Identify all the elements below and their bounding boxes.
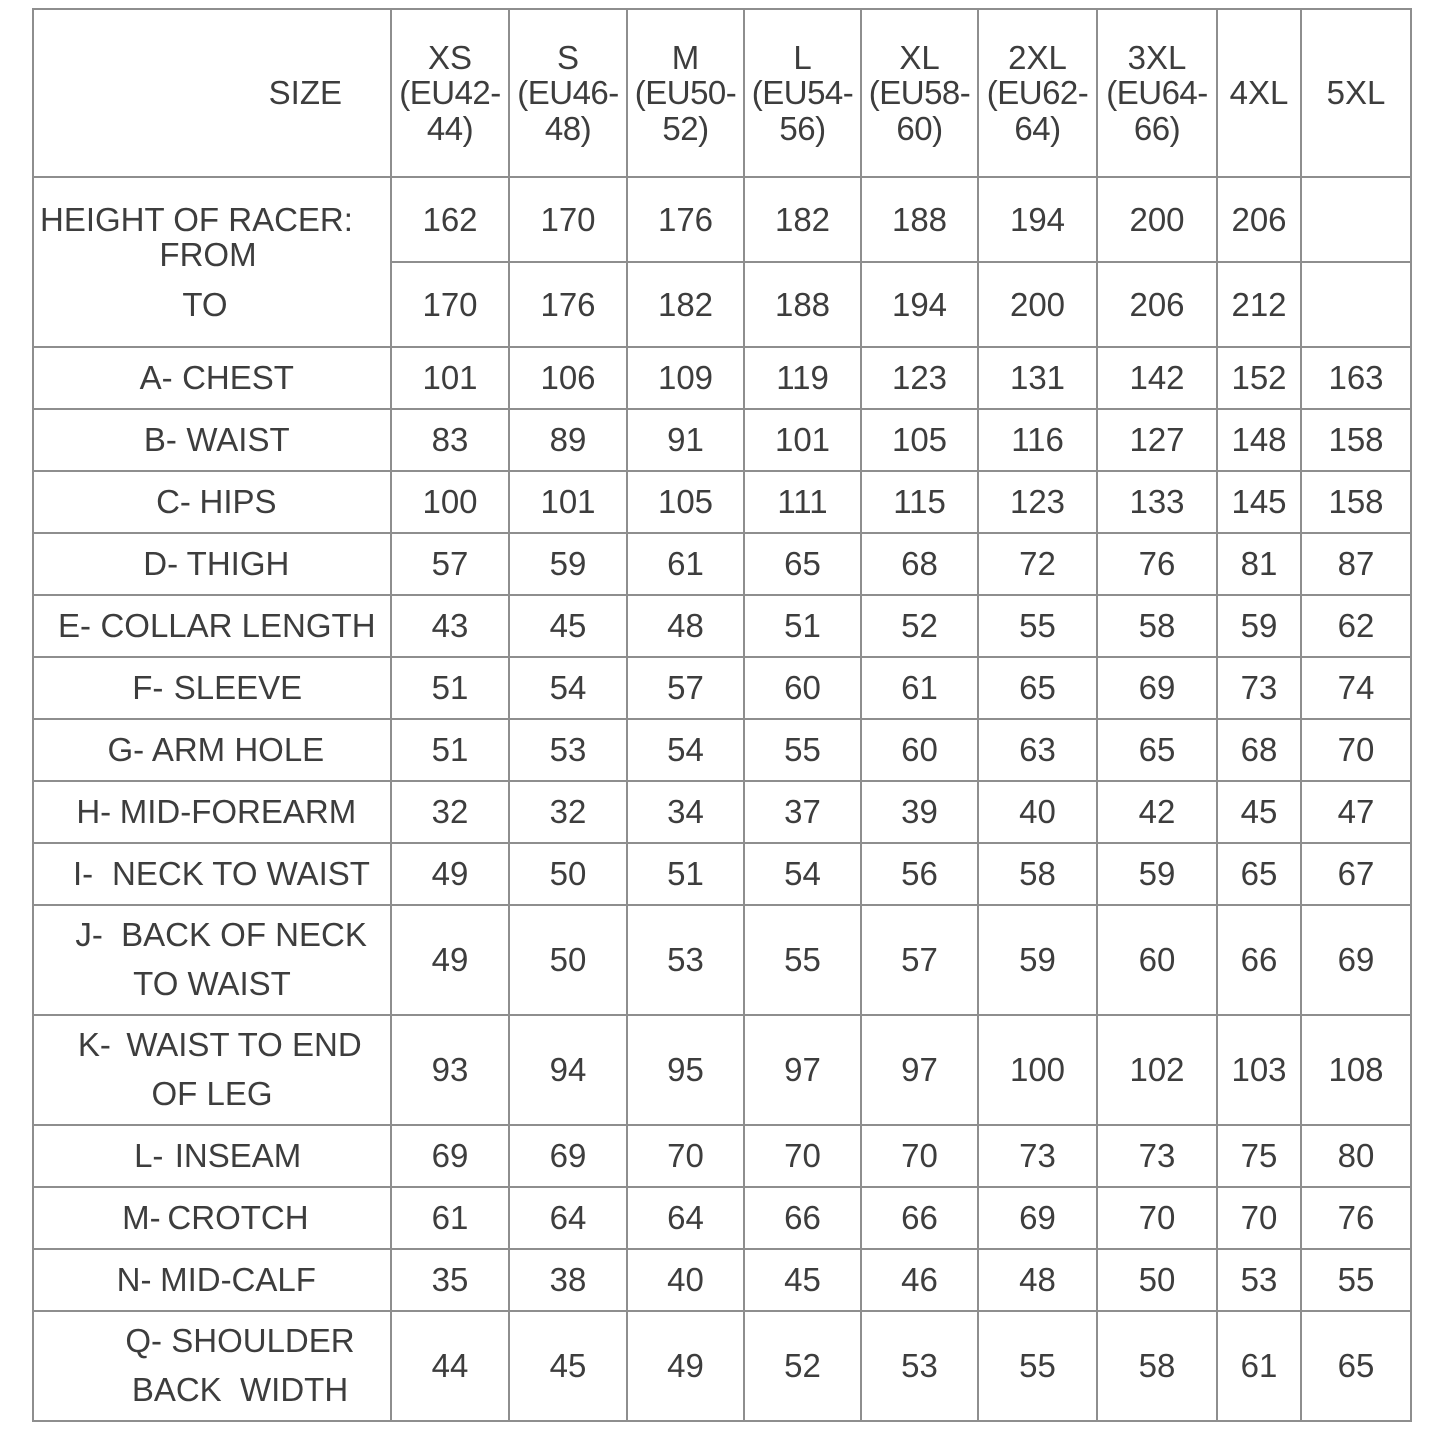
measurement-value: 73 — [978, 1125, 1097, 1187]
measurement-value: 46 — [861, 1249, 978, 1311]
size-name: 2XL — [1008, 38, 1067, 76]
measurement-value: 68 — [861, 533, 978, 595]
measurement-value: 55 — [1301, 1249, 1411, 1311]
size-column-header — [509, 9, 627, 177]
measurement-value: 119 — [744, 347, 861, 409]
measurement-code: F- — [132, 669, 164, 707]
size-eu-range-end: 52) — [662, 109, 709, 147]
size-name: M — [671, 38, 700, 76]
size-eu-range-start: (EU64- — [1106, 74, 1208, 112]
measurement-label-cell — [33, 533, 391, 595]
measurement-code: D- — [143, 545, 179, 583]
measurement-row — [33, 657, 1411, 719]
measurement-row — [33, 843, 1411, 905]
measurement-value: 101 — [744, 409, 861, 471]
measurement-value: 47 — [1301, 781, 1411, 843]
measurement-label-cell — [33, 409, 391, 471]
measurement-value: 53 — [627, 905, 744, 1015]
measurement-value: 45 — [744, 1249, 861, 1311]
measurement-value: 49 — [391, 905, 509, 1015]
measurement-value: 100 — [391, 471, 509, 533]
measurement-value: 70 — [1097, 1187, 1217, 1249]
measurement-value: 80 — [1301, 1125, 1411, 1187]
measurement-code: C- — [156, 483, 191, 521]
measurement-value: 56 — [861, 843, 978, 905]
measurement-label-cell — [33, 471, 391, 533]
measurement-name: CROTCH — [167, 1199, 309, 1237]
size-column-header — [861, 9, 978, 177]
measurement-name-line1: WAIST TO END — [126, 1026, 362, 1064]
measurement-value: 55 — [744, 719, 861, 781]
size-chart-body — [33, 9, 1411, 1421]
measurement-value: 81 — [1217, 533, 1301, 595]
measurement-value: 65 — [744, 533, 861, 595]
measurement-value: 97 — [744, 1015, 861, 1125]
measurement-value: 34 — [627, 781, 744, 843]
measurement-row — [33, 347, 1411, 409]
height-to-value — [1301, 262, 1411, 347]
height-to-value: 206 — [1097, 262, 1217, 347]
measurement-name-line1: BACK OF NECK — [121, 916, 367, 954]
measurement-value: 67 — [1301, 843, 1411, 905]
measurement-value: 53 — [1217, 1249, 1301, 1311]
measurement-value: 50 — [509, 843, 627, 905]
size-name: S — [556, 38, 579, 76]
header-row — [33, 9, 1411, 177]
measurement-value: 66 — [1217, 905, 1301, 1015]
measurement-label-cell — [33, 1249, 391, 1311]
measurement-value: 69 — [391, 1125, 509, 1187]
measurement-value: 97 — [861, 1015, 978, 1125]
measurement-code: L- — [134, 1137, 164, 1175]
measurement-value: 163 — [1301, 347, 1411, 409]
measurement-code: E- — [57, 607, 91, 645]
height-from-value: 188 — [861, 177, 978, 262]
height-to-value: 176 — [509, 262, 627, 347]
measurement-code: Q- — [125, 1322, 163, 1360]
measurement-value: 73 — [1097, 1125, 1217, 1187]
measurement-value: 70 — [744, 1125, 861, 1187]
measurement-value: 123 — [861, 347, 978, 409]
measurement-value: 69 — [509, 1125, 627, 1187]
measurement-value: 57 — [861, 905, 978, 1015]
measurement-value: 49 — [627, 1311, 744, 1421]
height-to-label: TO — [182, 285, 228, 323]
size-eu-range-end: 48) — [544, 109, 592, 147]
measurement-value: 75 — [1217, 1125, 1301, 1187]
measurement-value: 57 — [391, 533, 509, 595]
size-column-header — [391, 9, 509, 177]
height-to-value: 188 — [744, 262, 861, 347]
measurement-value: 52 — [861, 595, 978, 657]
measurement-value: 101 — [509, 471, 627, 533]
measurement-label-cell — [33, 1311, 391, 1421]
size-eu-range-end: 44) — [426, 109, 474, 147]
measurement-value: 73 — [1217, 657, 1301, 719]
height-to-value: 194 — [861, 262, 978, 347]
size-eu-range-end: 60) — [896, 109, 943, 147]
measurement-value: 91 — [627, 409, 744, 471]
measurement-label-cell — [33, 843, 391, 905]
measurement-value: 60 — [1097, 905, 1217, 1015]
size-name: XS — [427, 38, 473, 76]
measurement-name: WAIST — [186, 421, 290, 459]
measurement-row — [33, 781, 1411, 843]
measurement-value: 57 — [627, 657, 744, 719]
height-from-value — [1301, 177, 1411, 262]
measurement-value: 48 — [978, 1249, 1097, 1311]
measurement-code: G- — [107, 731, 145, 769]
measurement-value: 145 — [1217, 471, 1301, 533]
measurement-value: 61 — [1217, 1311, 1301, 1421]
measurement-value: 64 — [509, 1187, 627, 1249]
measurement-name: INSEAM — [174, 1137, 302, 1175]
measurement-value: 53 — [509, 719, 627, 781]
height-from-label: FROM — [159, 236, 257, 274]
size-column-header — [978, 9, 1097, 177]
size-column-header — [744, 9, 861, 177]
measurement-value: 55 — [978, 1311, 1097, 1421]
measurement-name: MID-CALF — [160, 1261, 316, 1299]
measurement-row — [33, 409, 1411, 471]
measurement-value: 58 — [1097, 1311, 1217, 1421]
measurement-value: 108 — [1301, 1015, 1411, 1125]
measurement-value: 59 — [1097, 843, 1217, 905]
height-to-value: 170 — [391, 262, 509, 347]
measurement-row — [33, 1249, 1411, 1311]
measurement-label-cell — [33, 657, 391, 719]
height-from-value: 194 — [978, 177, 1097, 262]
measurement-value: 70 — [861, 1125, 978, 1187]
measurement-value: 69 — [978, 1187, 1097, 1249]
measurement-value: 45 — [509, 1311, 627, 1421]
measurement-value: 45 — [1217, 781, 1301, 843]
measurement-row — [33, 595, 1411, 657]
height-from-value: 206 — [1217, 177, 1301, 262]
measurement-code: B- — [143, 421, 177, 459]
measurement-label-cell — [33, 1015, 391, 1125]
size-name: 3XL — [1127, 38, 1187, 76]
measurement-value: 106 — [509, 347, 627, 409]
size-column-header — [1217, 9, 1301, 177]
measurement-value: 66 — [861, 1187, 978, 1249]
measurement-value: 70 — [627, 1125, 744, 1187]
measurement-value: 61 — [627, 533, 744, 595]
size-chart-container — [32, 8, 1412, 1422]
measurement-value: 101 — [391, 347, 509, 409]
measurement-value: 38 — [509, 1249, 627, 1311]
measurement-name: THIGH — [186, 545, 290, 583]
measurement-value: 43 — [391, 595, 509, 657]
measurement-row — [33, 1015, 1411, 1125]
measurement-value: 58 — [978, 843, 1097, 905]
measurement-value: 39 — [861, 781, 978, 843]
measurement-row — [33, 471, 1411, 533]
size-chart-table — [32, 8, 1412, 1422]
measurement-value: 87 — [1301, 533, 1411, 595]
measurement-name: MID-FOREARM — [119, 793, 357, 831]
size-column-header — [1301, 9, 1411, 177]
measurement-row — [33, 1125, 1411, 1187]
height-to-value: 182 — [627, 262, 744, 347]
height-label-cell — [33, 177, 391, 347]
measurement-value: 95 — [627, 1015, 744, 1125]
measurement-value: 109 — [627, 347, 744, 409]
measurement-value: 62 — [1301, 595, 1411, 657]
measurement-value: 65 — [1217, 843, 1301, 905]
measurement-name: HIPS — [199, 483, 277, 521]
measurement-value: 74 — [1301, 657, 1411, 719]
size-eu-range-start: (EU58- — [868, 74, 971, 112]
measurement-value: 158 — [1301, 471, 1411, 533]
size-eu-range-start: (EU50- — [634, 74, 737, 112]
measurement-value: 111 — [744, 471, 861, 533]
measurement-value: 40 — [978, 781, 1097, 843]
measurement-name: ARM HOLE — [151, 731, 325, 769]
measurement-value: 68 — [1217, 719, 1301, 781]
measurement-value: 105 — [627, 471, 744, 533]
measurement-row — [33, 905, 1411, 1015]
measurement-value: 32 — [509, 781, 627, 843]
measurement-value: 94 — [509, 1015, 627, 1125]
height-to-value: 212 — [1217, 262, 1301, 347]
measurement-code: I- — [72, 855, 94, 893]
measurement-value: 65 — [1301, 1311, 1411, 1421]
measurement-name: COLLAR LENGTH — [100, 607, 376, 645]
measurement-value: 61 — [861, 657, 978, 719]
measurement-value: 65 — [978, 657, 1097, 719]
measurement-name: CHEST — [182, 359, 294, 397]
size-header-label: SIZE — [268, 74, 342, 112]
size-column-header — [627, 9, 744, 177]
measurement-code-and-line1 — [34, 1021, 390, 1070]
height-from-row — [33, 177, 1411, 262]
measurement-value: 148 — [1217, 409, 1301, 471]
measurement-row — [33, 1311, 1411, 1421]
measurement-value: 115 — [861, 471, 978, 533]
size-eu-range-end: 56) — [779, 109, 826, 147]
measurement-value: 89 — [509, 409, 627, 471]
height-label: HEIGHT OF RACER: — [40, 200, 353, 238]
measurement-value: 76 — [1301, 1187, 1411, 1249]
measurement-value: 45 — [509, 595, 627, 657]
measurement-code: A- — [139, 359, 173, 397]
measurement-value: 123 — [978, 471, 1097, 533]
size-name: XL — [899, 38, 940, 76]
measurement-value: 93 — [391, 1015, 509, 1125]
size-name: 5XL — [1326, 74, 1386, 112]
measurement-value: 55 — [744, 905, 861, 1015]
height-from-value: 182 — [744, 177, 861, 262]
measurement-value: 105 — [861, 409, 978, 471]
measurement-label-cell — [33, 1187, 391, 1249]
measurement-value: 59 — [509, 533, 627, 595]
measurement-value: 55 — [978, 595, 1097, 657]
size-eu-range-start: (EU62- — [986, 74, 1089, 112]
measurement-value: 50 — [1097, 1249, 1217, 1311]
size-header-cell — [33, 9, 391, 177]
measurement-value: 158 — [1301, 409, 1411, 471]
measurement-code-and-line1 — [90, 1317, 390, 1366]
measurement-name-line2: OF LEG — [151, 1075, 273, 1112]
measurement-value: 54 — [627, 719, 744, 781]
measurement-row — [33, 533, 1411, 595]
height-from-value: 162 — [391, 177, 509, 262]
measurement-value: 54 — [509, 657, 627, 719]
measurement-label-cell — [33, 1125, 391, 1187]
height-from-value: 170 — [509, 177, 627, 262]
measurement-row — [33, 719, 1411, 781]
measurement-label-cell — [33, 595, 391, 657]
measurement-value: 69 — [1301, 905, 1411, 1015]
measurement-value: 65 — [1097, 719, 1217, 781]
measurement-value: 63 — [978, 719, 1097, 781]
measurement-value: 37 — [744, 781, 861, 843]
measurement-value: 70 — [1301, 719, 1411, 781]
measurement-label-cell — [33, 347, 391, 409]
measurement-value: 51 — [627, 843, 744, 905]
measurement-value: 42 — [1097, 781, 1217, 843]
measurement-value: 100 — [978, 1015, 1097, 1125]
measurement-value: 61 — [391, 1187, 509, 1249]
measurement-value: 58 — [1097, 595, 1217, 657]
measurement-value: 83 — [391, 409, 509, 471]
size-eu-range-start: (EU46- — [517, 74, 619, 112]
measurement-value: 60 — [861, 719, 978, 781]
measurement-name-line2: BACK WIDTH — [131, 1371, 349, 1408]
measurement-label-cell — [33, 905, 391, 1015]
measurement-code: N- — [116, 1261, 152, 1299]
measurement-code: M- — [122, 1199, 161, 1237]
measurement-value: 51 — [744, 595, 861, 657]
measurement-value: 70 — [1217, 1187, 1301, 1249]
measurement-value: 40 — [627, 1249, 744, 1311]
measurement-code: H- — [76, 793, 112, 831]
measurement-name: NECK TO WAIST — [112, 855, 370, 893]
measurement-value: 69 — [1097, 657, 1217, 719]
measurement-value: 52 — [744, 1311, 861, 1421]
measurement-code: J- — [75, 916, 103, 954]
measurement-value: 60 — [744, 657, 861, 719]
measurement-value: 142 — [1097, 347, 1217, 409]
measurement-value: 49 — [391, 843, 509, 905]
measurement-value: 59 — [1217, 595, 1301, 657]
measurement-code: K- — [77, 1026, 111, 1064]
size-eu-range-start: (EU42- — [399, 74, 501, 112]
measurement-value: 116 — [978, 409, 1097, 471]
measurement-code-and-line1 — [34, 911, 390, 960]
measurement-value: 127 — [1097, 409, 1217, 471]
measurement-value: 51 — [391, 657, 509, 719]
measurement-value: 44 — [391, 1311, 509, 1421]
measurement-value: 133 — [1097, 471, 1217, 533]
size-name: L — [793, 38, 812, 76]
size-column-header — [1097, 9, 1217, 177]
measurement-value: 53 — [861, 1311, 978, 1421]
measurement-value: 59 — [978, 905, 1097, 1015]
measurement-value: 72 — [978, 533, 1097, 595]
measurement-value: 32 — [391, 781, 509, 843]
measurement-label-cell — [33, 719, 391, 781]
height-to-value: 200 — [978, 262, 1097, 347]
measurement-name-line1: SHOULDER — [171, 1322, 355, 1360]
measurement-value: 102 — [1097, 1015, 1217, 1125]
size-eu-range-end: 64) — [1014, 109, 1061, 147]
height-from-value: 176 — [627, 177, 744, 262]
height-from-value: 200 — [1097, 177, 1217, 262]
measurement-value: 35 — [391, 1249, 509, 1311]
measurement-value: 54 — [744, 843, 861, 905]
measurement-value: 48 — [627, 595, 744, 657]
size-eu-range-end: 66) — [1133, 109, 1181, 147]
size-name: 4XL — [1229, 74, 1289, 112]
measurement-value: 76 — [1097, 533, 1217, 595]
measurement-name: SLEEVE — [173, 669, 303, 707]
measurement-row — [33, 1187, 1411, 1249]
measurement-value: 51 — [391, 719, 509, 781]
measurement-value: 50 — [509, 905, 627, 1015]
measurement-label-cell — [33, 781, 391, 843]
measurement-value: 131 — [978, 347, 1097, 409]
size-eu-range-start: (EU54- — [751, 74, 854, 112]
measurement-value: 152 — [1217, 347, 1301, 409]
measurement-value: 64 — [627, 1187, 744, 1249]
measurement-value: 103 — [1217, 1015, 1301, 1125]
measurement-name-line2: TO WAIST — [133, 965, 291, 1002]
measurement-value: 66 — [744, 1187, 861, 1249]
